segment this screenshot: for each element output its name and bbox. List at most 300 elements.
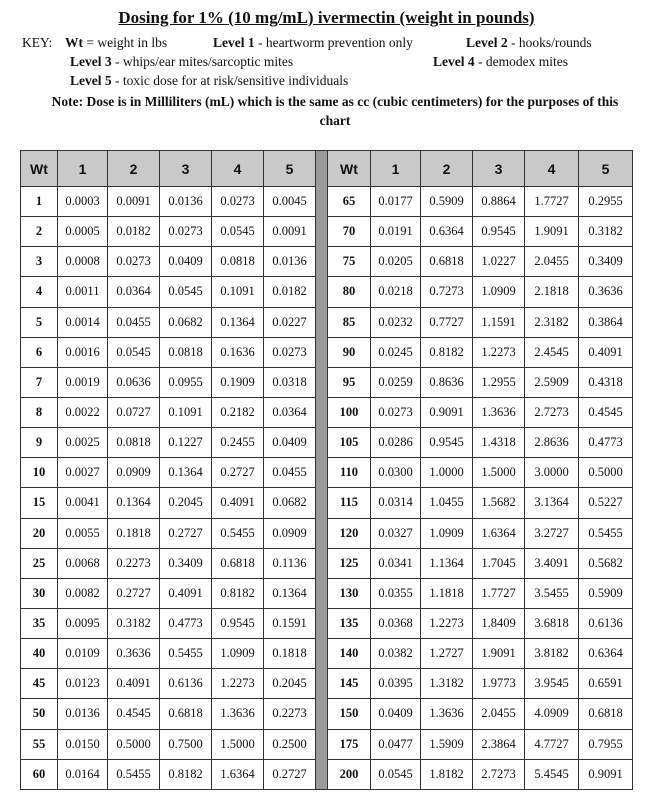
dose-cell: 3.6818 [525, 608, 579, 638]
dose-cell: 0.3182 [579, 217, 633, 247]
dose-cell: 0.4091 [108, 669, 160, 699]
dose-cell: 0.2727 [264, 759, 316, 789]
weight-cell: 145 [328, 669, 371, 699]
dose-cell: 0.2045 [160, 488, 212, 518]
weight-cell: 50 [21, 699, 58, 729]
key-level3-term: Level 3 [70, 54, 112, 69]
dose-cell: 0.0682 [160, 307, 212, 337]
dose-cell: 3.8182 [525, 639, 579, 669]
dose-cell: 0.0055 [58, 518, 108, 548]
weight-cell: 120 [328, 518, 371, 548]
column-header-level-2: 2 [421, 151, 473, 187]
dose-cell: 0.2273 [264, 699, 316, 729]
header-row [328, 151, 633, 187]
dose-cell: 1.8409 [473, 608, 525, 638]
dose-cell: 0.0818 [108, 428, 160, 458]
column-header-level-4: 4 [212, 151, 264, 187]
dose-cell: 0.0273 [108, 247, 160, 277]
dose-cell: 1.2955 [473, 367, 525, 397]
table-row [328, 608, 633, 638]
weight-cell: 7 [21, 367, 58, 397]
dose-cell: 0.3182 [108, 608, 160, 638]
dose-cell: 1.2273 [473, 337, 525, 367]
key-level5 [70, 73, 348, 89]
dose-cell: 2.1818 [525, 277, 579, 307]
table-row [21, 187, 316, 217]
weight-cell: 85 [328, 307, 371, 337]
weight-cell: 2 [21, 217, 58, 247]
dose-cell: 0.0636 [108, 367, 160, 397]
dose-cell: 0.1364 [264, 578, 316, 608]
weight-cell: 8 [21, 397, 58, 427]
dose-cell: 0.0136 [58, 699, 108, 729]
dose-cell: 1.9091 [473, 639, 525, 669]
dose-cell: 0.1591 [264, 608, 316, 638]
dose-cell: 1.3636 [473, 397, 525, 427]
dose-cell: 1.1591 [473, 307, 525, 337]
dose-cell: 0.6818 [579, 699, 633, 729]
key-label: KEY: [22, 35, 53, 50]
dose-cell: 0.0016 [58, 337, 108, 367]
dose-cell: 0.8182 [421, 337, 473, 367]
table-row [328, 669, 633, 699]
dose-cell: 0.1364 [212, 307, 264, 337]
dose-cell: 0.2727 [108, 578, 160, 608]
dose-cell: 0.0008 [58, 247, 108, 277]
dose-cell: 0.6818 [212, 548, 264, 578]
weight-cell: 15 [21, 488, 58, 518]
dose-cell: 0.0545 [371, 759, 421, 789]
dosing-table-right [327, 150, 633, 790]
dosing-tables [20, 150, 633, 790]
dose-cell: 0.2727 [160, 518, 212, 548]
dose-cell: 0.7955 [579, 729, 633, 759]
dose-cell: 0.0273 [371, 397, 421, 427]
dose-cell: 1.0227 [473, 247, 525, 277]
dose-cell: 0.9545 [421, 428, 473, 458]
dose-cell: 0.0123 [58, 669, 108, 699]
dose-cell: 0.0395 [371, 669, 421, 699]
column-header-level-1: 1 [371, 151, 421, 187]
dose-cell: 0.7273 [421, 277, 473, 307]
dose-cell: 1.2273 [212, 669, 264, 699]
dose-cell: 0.4091 [212, 488, 264, 518]
dose-cell: 3.9545 [525, 669, 579, 699]
dose-cell: 2.5909 [525, 367, 579, 397]
weight-cell: 115 [328, 488, 371, 518]
weight-cell: 4 [21, 277, 58, 307]
table-row [328, 639, 633, 669]
table-row [328, 578, 633, 608]
dose-cell: 0.0382 [371, 639, 421, 669]
dose-cell: 0.0109 [58, 639, 108, 669]
weight-cell: 95 [328, 367, 371, 397]
dose-cell: 1.9773 [473, 669, 525, 699]
table-row [21, 669, 316, 699]
dose-cell: 0.9545 [212, 608, 264, 638]
table-divider [316, 150, 327, 790]
weight-cell: 125 [328, 548, 371, 578]
key-level4-term: Level 4 [433, 54, 475, 69]
dose-cell: 0.0727 [108, 397, 160, 427]
dose-cell: 0.9545 [473, 217, 525, 247]
dose-cell: 0.2182 [212, 397, 264, 427]
dose-cell: 0.1364 [108, 488, 160, 518]
dose-cell: 0.0273 [160, 217, 212, 247]
dose-cell: 0.1909 [212, 367, 264, 397]
dose-cell: 2.3864 [473, 729, 525, 759]
dose-cell: 0.0164 [58, 759, 108, 789]
weight-cell: 5 [21, 307, 58, 337]
dose-cell: 1.5682 [473, 488, 525, 518]
dose-cell: 0.6818 [160, 699, 212, 729]
weight-cell: 30 [21, 578, 58, 608]
table-row [21, 548, 316, 578]
dose-cell: 0.0300 [371, 458, 421, 488]
dose-cell: 0.1136 [264, 548, 316, 578]
table-row [328, 277, 633, 307]
dose-cell: 1.3636 [421, 699, 473, 729]
dose-cell: 0.6364 [421, 217, 473, 247]
dose-cell: 0.0182 [108, 217, 160, 247]
table-row [21, 729, 316, 759]
dose-cell: 3.0000 [525, 458, 579, 488]
key-level5-desc: - toxic dose for at risk/sensitive individuals [111, 73, 349, 88]
dose-note: Note: Dose is in Milliliters (mL) which is the same as cc (cubic centimeters) for the purposes of this chart [51, 94, 619, 128]
dose-cell: 0.0227 [264, 307, 316, 337]
dose-cell: 0.0045 [264, 187, 316, 217]
dose-cell: 0.0136 [160, 187, 212, 217]
dose-cell: 0.2955 [579, 187, 633, 217]
dose-cell: 2.4545 [525, 337, 579, 367]
table-row [21, 608, 316, 638]
dose-cell: 0.5682 [579, 548, 633, 578]
weight-cell: 25 [21, 548, 58, 578]
table-row [328, 428, 633, 458]
dose-cell: 0.0095 [58, 608, 108, 638]
weight-cell: 45 [21, 669, 58, 699]
key-level1-term: Level 1 [213, 35, 255, 50]
dose-cell: 0.0818 [212, 247, 264, 277]
dose-cell: 1.1818 [421, 578, 473, 608]
table-row [21, 307, 316, 337]
dosing-table-left [20, 150, 316, 790]
dose-cell: 0.1818 [264, 639, 316, 669]
dose-cell: 1.0909 [473, 277, 525, 307]
dose-cell: 0.3864 [579, 307, 633, 337]
dose-cell: 0.0068 [58, 548, 108, 578]
weight-cell: 9 [21, 428, 58, 458]
dose-cell: 5.4545 [525, 759, 579, 789]
dose-cell: 0.0909 [264, 518, 316, 548]
header-row [21, 151, 316, 187]
dose-cell: 1.7045 [473, 548, 525, 578]
dose-cell: 0.0364 [264, 397, 316, 427]
dose-cell: 0.4773 [579, 428, 633, 458]
table-row [328, 217, 633, 247]
key-level4 [433, 54, 568, 70]
dose-cell: 3.1364 [525, 488, 579, 518]
dose-cell: 0.1818 [108, 518, 160, 548]
dose-cell: 0.3409 [579, 247, 633, 277]
dose-cell: 0.8636 [421, 367, 473, 397]
column-header-level-3: 3 [160, 151, 212, 187]
dose-cell: 2.7273 [473, 759, 525, 789]
table-row [328, 307, 633, 337]
dose-cell: 0.4773 [160, 608, 212, 638]
table-row [328, 367, 633, 397]
dose-cell: 0.0364 [108, 277, 160, 307]
dose-cell: 0.9091 [579, 759, 633, 789]
dose-cell: 0.1091 [160, 397, 212, 427]
dose-cell: 1.7727 [525, 187, 579, 217]
column-header-level-3: 3 [473, 151, 525, 187]
weight-cell: 130 [328, 578, 371, 608]
dose-cell: 0.2045 [264, 669, 316, 699]
weight-cell: 105 [328, 428, 371, 458]
dose-cell: 0.0005 [58, 217, 108, 247]
dose-cell: 0.8864 [473, 187, 525, 217]
table-row [328, 518, 633, 548]
dose-cell: 0.7500 [160, 729, 212, 759]
dose-cell: 1.9091 [525, 217, 579, 247]
table-row [21, 397, 316, 427]
dose-cell: 0.0273 [264, 337, 316, 367]
dose-cell: 0.1091 [212, 277, 264, 307]
dose-cell: 0.4091 [579, 337, 633, 367]
dose-cell: 1.8182 [421, 759, 473, 789]
column-header-wt: Wt [328, 151, 371, 187]
dose-cell: 2.3182 [525, 307, 579, 337]
dose-cell: 0.0245 [371, 337, 421, 367]
dose-cell: 1.0909 [421, 518, 473, 548]
weight-cell: 1 [21, 187, 58, 217]
dose-cell: 0.1227 [160, 428, 212, 458]
dose-cell: 0.0182 [264, 277, 316, 307]
dose-cell: 0.5227 [579, 488, 633, 518]
dose-cell: 0.0011 [58, 277, 108, 307]
dose-cell: 0.0477 [371, 729, 421, 759]
table-row [21, 759, 316, 789]
weight-cell: 75 [328, 247, 371, 277]
table-row [328, 729, 633, 759]
dose-cell: 0.4545 [579, 397, 633, 427]
dose-cell: 0.0177 [371, 187, 421, 217]
key-level3 [70, 54, 293, 70]
key-level2-desc: - hooks/rounds [507, 35, 592, 50]
weight-cell: 150 [328, 699, 371, 729]
weight-cell: 10 [21, 458, 58, 488]
dose-cell: 1.5000 [473, 458, 525, 488]
dose-cell: 2.0455 [473, 699, 525, 729]
dose-cell: 0.0955 [160, 367, 212, 397]
table-row [328, 488, 633, 518]
key-row-1 [22, 35, 167, 51]
dose-cell: 1.6364 [212, 759, 264, 789]
dose-cell: 0.6591 [579, 669, 633, 699]
table-row [328, 458, 633, 488]
column-header-level-4: 4 [525, 151, 579, 187]
weight-cell: 35 [21, 608, 58, 638]
dose-cell: 1.2273 [421, 608, 473, 638]
dose-cell: 0.0019 [58, 367, 108, 397]
dose-cell: 0.0286 [371, 428, 421, 458]
dose-cell: 0.3409 [160, 548, 212, 578]
dose-cell: 0.0368 [371, 608, 421, 638]
dose-cell: 2.0455 [525, 247, 579, 277]
dose-cell: 0.0545 [108, 337, 160, 367]
key-level5-term: Level 5 [70, 73, 112, 88]
dose-cell: 0.5455 [579, 518, 633, 548]
dose-cell: 3.2727 [525, 518, 579, 548]
weight-cell: 55 [21, 729, 58, 759]
dose-cell: 0.9091 [421, 397, 473, 427]
key-level1 [213, 35, 413, 51]
dose-cell: 0.0136 [264, 247, 316, 277]
weight-cell: 60 [21, 759, 58, 789]
key-wt-desc: = weight in lbs [83, 35, 168, 50]
weight-cell: 20 [21, 518, 58, 548]
column-header-level-5: 5 [264, 151, 316, 187]
dose-cell: 0.2455 [212, 428, 264, 458]
key-level1-desc: - heartworm prevention only [254, 35, 413, 50]
column-header-level-2: 2 [108, 151, 160, 187]
dose-cell: 0.0191 [371, 217, 421, 247]
dose-cell: 0.0409 [371, 699, 421, 729]
key-level2-term: Level 2 [466, 35, 508, 50]
dose-cell: 0.1364 [160, 458, 212, 488]
dose-cell: 0.0455 [108, 307, 160, 337]
table-row [21, 247, 316, 277]
table-row [21, 428, 316, 458]
key-level2 [466, 35, 592, 51]
dose-cell: 1.3636 [212, 699, 264, 729]
dose-cell: 0.0025 [58, 428, 108, 458]
weight-cell: 175 [328, 729, 371, 759]
key-level4-desc: - demodex mites [474, 54, 568, 69]
dose-cell: 0.0091 [264, 217, 316, 247]
dose-cell: 0.2500 [264, 729, 316, 759]
column-header-level-5: 5 [579, 151, 633, 187]
key-wt-term: Wt [65, 35, 84, 50]
dose-cell: 3.4091 [525, 548, 579, 578]
weight-cell: 110 [328, 458, 371, 488]
page-title: Dosing for 1% (10 mg/mL) ivermectin (weight in pounds) [118, 8, 535, 27]
table-row [328, 337, 633, 367]
dose-cell: 0.5909 [421, 187, 473, 217]
dose-cell: 0.0022 [58, 397, 108, 427]
dose-cell: 0.2727 [212, 458, 264, 488]
table-row [328, 548, 633, 578]
dose-cell: 1.1364 [421, 548, 473, 578]
dose-cell: 0.8182 [212, 578, 264, 608]
table-row [21, 458, 316, 488]
dose-cell: 0.5000 [579, 458, 633, 488]
dose-cell: 0.0682 [264, 488, 316, 518]
dose-cell: 0.0041 [58, 488, 108, 518]
table-row [328, 187, 633, 217]
dose-cell: 0.5000 [108, 729, 160, 759]
weight-cell: 3 [21, 247, 58, 277]
table-row [21, 217, 316, 247]
dose-cell: 1.0000 [421, 458, 473, 488]
dose-cell: 0.0341 [371, 548, 421, 578]
weight-cell: 90 [328, 337, 371, 367]
dose-cell: 2.8636 [525, 428, 579, 458]
dose-cell: 0.0014 [58, 307, 108, 337]
dose-cell: 4.7727 [525, 729, 579, 759]
dose-cell: 1.6364 [473, 518, 525, 548]
dose-cell: 0.2273 [108, 548, 160, 578]
dose-cell: 0.4545 [108, 699, 160, 729]
dose-cell: 4.0909 [525, 699, 579, 729]
dose-cell: 1.5909 [421, 729, 473, 759]
weight-cell: 100 [328, 397, 371, 427]
dose-cell: 0.5909 [579, 578, 633, 608]
dose-cell: 0.0327 [371, 518, 421, 548]
dose-cell: 0.3636 [108, 639, 160, 669]
dose-cell: 0.0232 [371, 307, 421, 337]
dose-cell: 0.0818 [160, 337, 212, 367]
dose-cell: 0.0545 [212, 217, 264, 247]
table-row [21, 518, 316, 548]
weight-cell: 135 [328, 608, 371, 638]
dose-cell: 0.0205 [371, 247, 421, 277]
table-row [21, 367, 316, 397]
dose-cell: 0.6136 [160, 669, 212, 699]
table-row [328, 759, 633, 789]
table-row [328, 397, 633, 427]
dose-cell: 1.4318 [473, 428, 525, 458]
table-row [328, 699, 633, 729]
dose-cell: 0.0273 [212, 187, 264, 217]
dose-cell: 0.1636 [212, 337, 264, 367]
weight-cell: 80 [328, 277, 371, 307]
weight-cell: 65 [328, 187, 371, 217]
dose-cell: 0.0150 [58, 729, 108, 759]
dose-cell: 1.2727 [421, 639, 473, 669]
dose-cell: 0.8182 [160, 759, 212, 789]
dose-cell: 0.0409 [264, 428, 316, 458]
dose-cell: 0.0259 [371, 367, 421, 397]
dose-cell: 0.0091 [108, 187, 160, 217]
table-row [21, 277, 316, 307]
dose-cell: 0.4318 [579, 367, 633, 397]
column-header-wt: Wt [21, 151, 58, 187]
dose-cell: 0.0545 [160, 277, 212, 307]
dose-cell: 0.7727 [421, 307, 473, 337]
dose-cell: 0.0409 [160, 247, 212, 277]
table-row [21, 578, 316, 608]
dose-cell: 0.0003 [58, 187, 108, 217]
dose-cell: 0.6136 [579, 608, 633, 638]
dose-cell: 0.3636 [579, 277, 633, 307]
dose-cell: 1.7727 [473, 578, 525, 608]
key-level3-desc: - whips/ear mites/sarcoptic mites [111, 54, 294, 69]
weight-cell: 200 [328, 759, 371, 789]
weight-cell: 6 [21, 337, 58, 367]
dose-cell: 1.0909 [212, 639, 264, 669]
table-row [21, 488, 316, 518]
table-row [21, 337, 316, 367]
dose-cell: 0.0027 [58, 458, 108, 488]
dose-cell: 0.0909 [108, 458, 160, 488]
dose-cell: 2.7273 [525, 397, 579, 427]
dose-cell: 0.4091 [160, 578, 212, 608]
dose-cell: 0.0318 [264, 367, 316, 397]
dose-cell: 0.5455 [160, 639, 212, 669]
weight-cell: 140 [328, 639, 371, 669]
